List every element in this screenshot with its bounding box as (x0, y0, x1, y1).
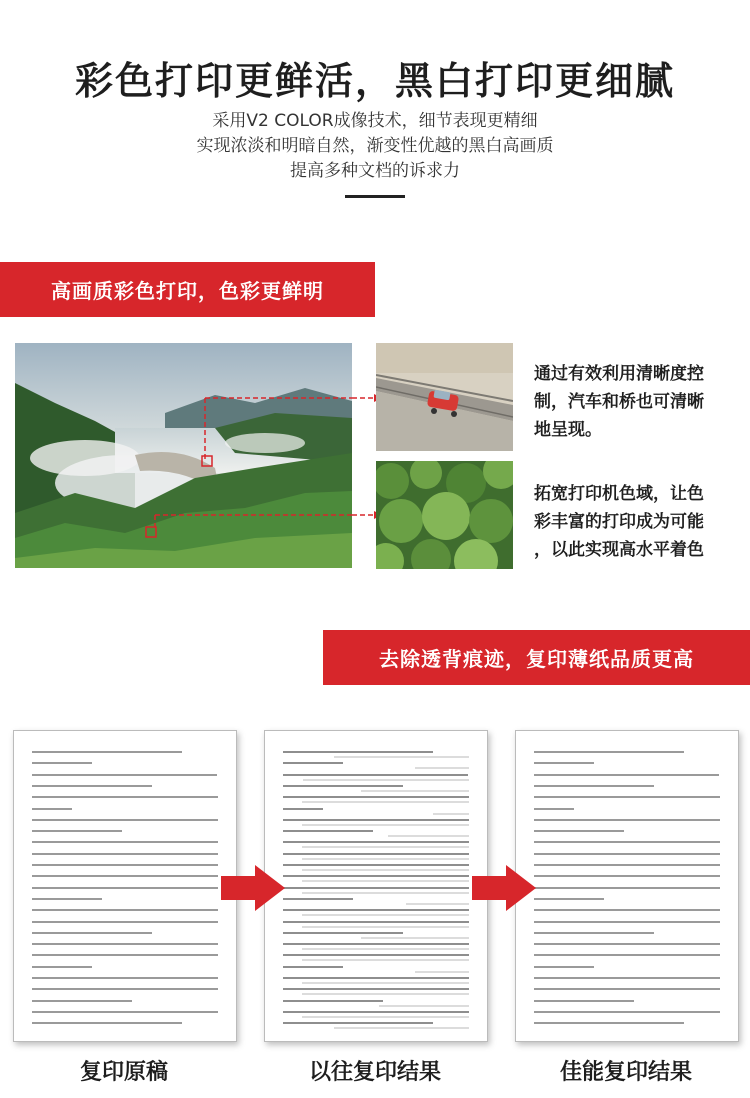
document-text-line (32, 977, 218, 979)
document-text-line (534, 954, 720, 956)
document-text-line (283, 954, 469, 956)
document-text-line (283, 830, 373, 832)
arrow-right-icon (472, 865, 536, 911)
document-text-line (32, 988, 218, 990)
document-text-line (32, 1000, 132, 1002)
show-through-line (302, 982, 469, 984)
document-text-line (534, 921, 720, 923)
canon-copy-document (515, 730, 739, 1042)
title-divider (345, 195, 405, 198)
document-text-line (32, 819, 218, 821)
show-through-line (415, 971, 469, 973)
document-text-line (283, 841, 469, 843)
document-text-line (534, 864, 720, 866)
show-through-line (302, 914, 469, 916)
document-text-line (283, 819, 469, 821)
document-text-line (534, 819, 720, 821)
document-text-line (32, 762, 92, 764)
landscape-photo (15, 343, 352, 568)
document-text-line (32, 1022, 182, 1024)
document-text-line (32, 1011, 218, 1013)
show-through-line (302, 824, 469, 826)
document-text-line (534, 853, 720, 855)
show-through-line (388, 835, 469, 837)
bridge-car-zoom-photo (376, 343, 513, 451)
document-text-line (283, 988, 469, 990)
color-print-banner: 高画质彩色打印，色彩更鲜明 (0, 262, 375, 317)
document-text-line (534, 762, 594, 764)
document-text-line (534, 774, 719, 776)
document-text-line (283, 943, 469, 945)
show-through-line (334, 1027, 469, 1029)
document-text-line (534, 830, 624, 832)
document-text-line (32, 785, 152, 787)
document-text-line (283, 977, 469, 979)
document-text-line (32, 751, 182, 753)
show-through-line (302, 846, 469, 848)
thin-paper-copy-banner: 去除透背痕迹，复印薄纸品质更高 (323, 630, 750, 685)
document-text-line (32, 954, 218, 956)
document-text-line (534, 751, 684, 753)
show-through-line (302, 926, 469, 928)
show-through-line (302, 948, 469, 950)
show-through-line (302, 1016, 469, 1018)
document-text-line (283, 1000, 383, 1002)
arrow-right-icon (221, 865, 285, 911)
document-text-line (283, 785, 403, 787)
document-text-line (32, 966, 92, 968)
caption-original: 复印原稿 (79, 1060, 168, 1085)
show-through-line (302, 869, 469, 871)
clarity-description: 通过有效利用清晰度控 制，汽车和桥也可清晰 地呈现。 (534, 364, 704, 440)
document-text-line (32, 774, 217, 776)
gamut-description: 拓宽打印机色域，让色 彩丰富的打印成为可能 ，以此实现高水平着色 (534, 484, 704, 560)
show-through-line (302, 993, 469, 995)
document-text-line (283, 751, 433, 753)
show-through-line (361, 937, 469, 939)
show-through-line (303, 779, 470, 781)
document-text-line (283, 853, 469, 855)
document-text-line (283, 1011, 469, 1013)
subtitle-line-3: 提高多种文档的诉求力 (290, 161, 460, 181)
show-through-line (302, 959, 469, 961)
document-text-line (534, 932, 654, 934)
trees-zoom-photo (376, 461, 513, 569)
document-text-line (534, 785, 654, 787)
document-text-line (283, 966, 343, 968)
document-text-line (283, 808, 323, 810)
show-through-line (334, 756, 469, 758)
show-through-line (379, 1005, 469, 1007)
document-text-line (534, 1011, 720, 1013)
document-text-line (32, 909, 218, 911)
document-text-line (534, 909, 720, 911)
document-text-line (534, 808, 574, 810)
document-text-line (283, 762, 343, 764)
caption-canon-copy: 佳能复印结果 (559, 1060, 692, 1085)
document-text-line (32, 808, 72, 810)
show-through-line (433, 813, 469, 815)
show-through-line (302, 880, 469, 882)
document-text-line (534, 898, 604, 900)
show-through-line (302, 892, 469, 894)
original-document (13, 730, 237, 1042)
caption-previous-copy: 以往复印结果 (308, 1060, 441, 1085)
document-text-line (32, 932, 152, 934)
document-text-line (283, 864, 469, 866)
previous-copy-document (264, 730, 488, 1042)
show-through-line (302, 858, 469, 860)
document-text-line (283, 909, 469, 911)
document-text-line (534, 966, 594, 968)
document-text-line (534, 841, 720, 843)
subtitle-line-2: 实现浓淡和明暗自然，渐变性优越的黑白高画质 (196, 136, 554, 156)
document-text-line (32, 875, 218, 877)
document-text-line (283, 932, 403, 934)
document-text-line (534, 977, 720, 979)
document-text-line (283, 774, 468, 776)
document-text-line (283, 898, 353, 900)
document-text-line (534, 796, 720, 798)
document-text-line (32, 887, 218, 889)
show-through-line (415, 767, 469, 769)
document-text-line (534, 887, 720, 889)
document-text-line (32, 943, 218, 945)
document-text-line (283, 875, 469, 877)
document-text-line (32, 864, 218, 866)
document-text-line (283, 921, 469, 923)
show-through-line (302, 801, 469, 803)
document-text-line (534, 1022, 684, 1024)
document-text-line (534, 988, 720, 990)
document-text-line (534, 943, 720, 945)
document-text-line (32, 841, 218, 843)
document-text-line (283, 796, 469, 798)
page-title: 彩色打印更鲜活，黑白打印更细腻 (74, 59, 675, 103)
show-through-line (406, 903, 469, 905)
document-text-line (32, 853, 218, 855)
document-text-line (32, 898, 102, 900)
show-through-line (361, 790, 469, 792)
document-text-line (32, 921, 218, 923)
document-text-line (534, 1000, 634, 1002)
document-text-line (32, 796, 218, 798)
subtitle-line-1: 采用V2 COLOR成像技术，细节表现更精细 (212, 111, 538, 131)
document-text-line (283, 1022, 433, 1024)
document-text-line (32, 830, 122, 832)
document-text-line (283, 887, 469, 889)
document-text-line (534, 875, 720, 877)
